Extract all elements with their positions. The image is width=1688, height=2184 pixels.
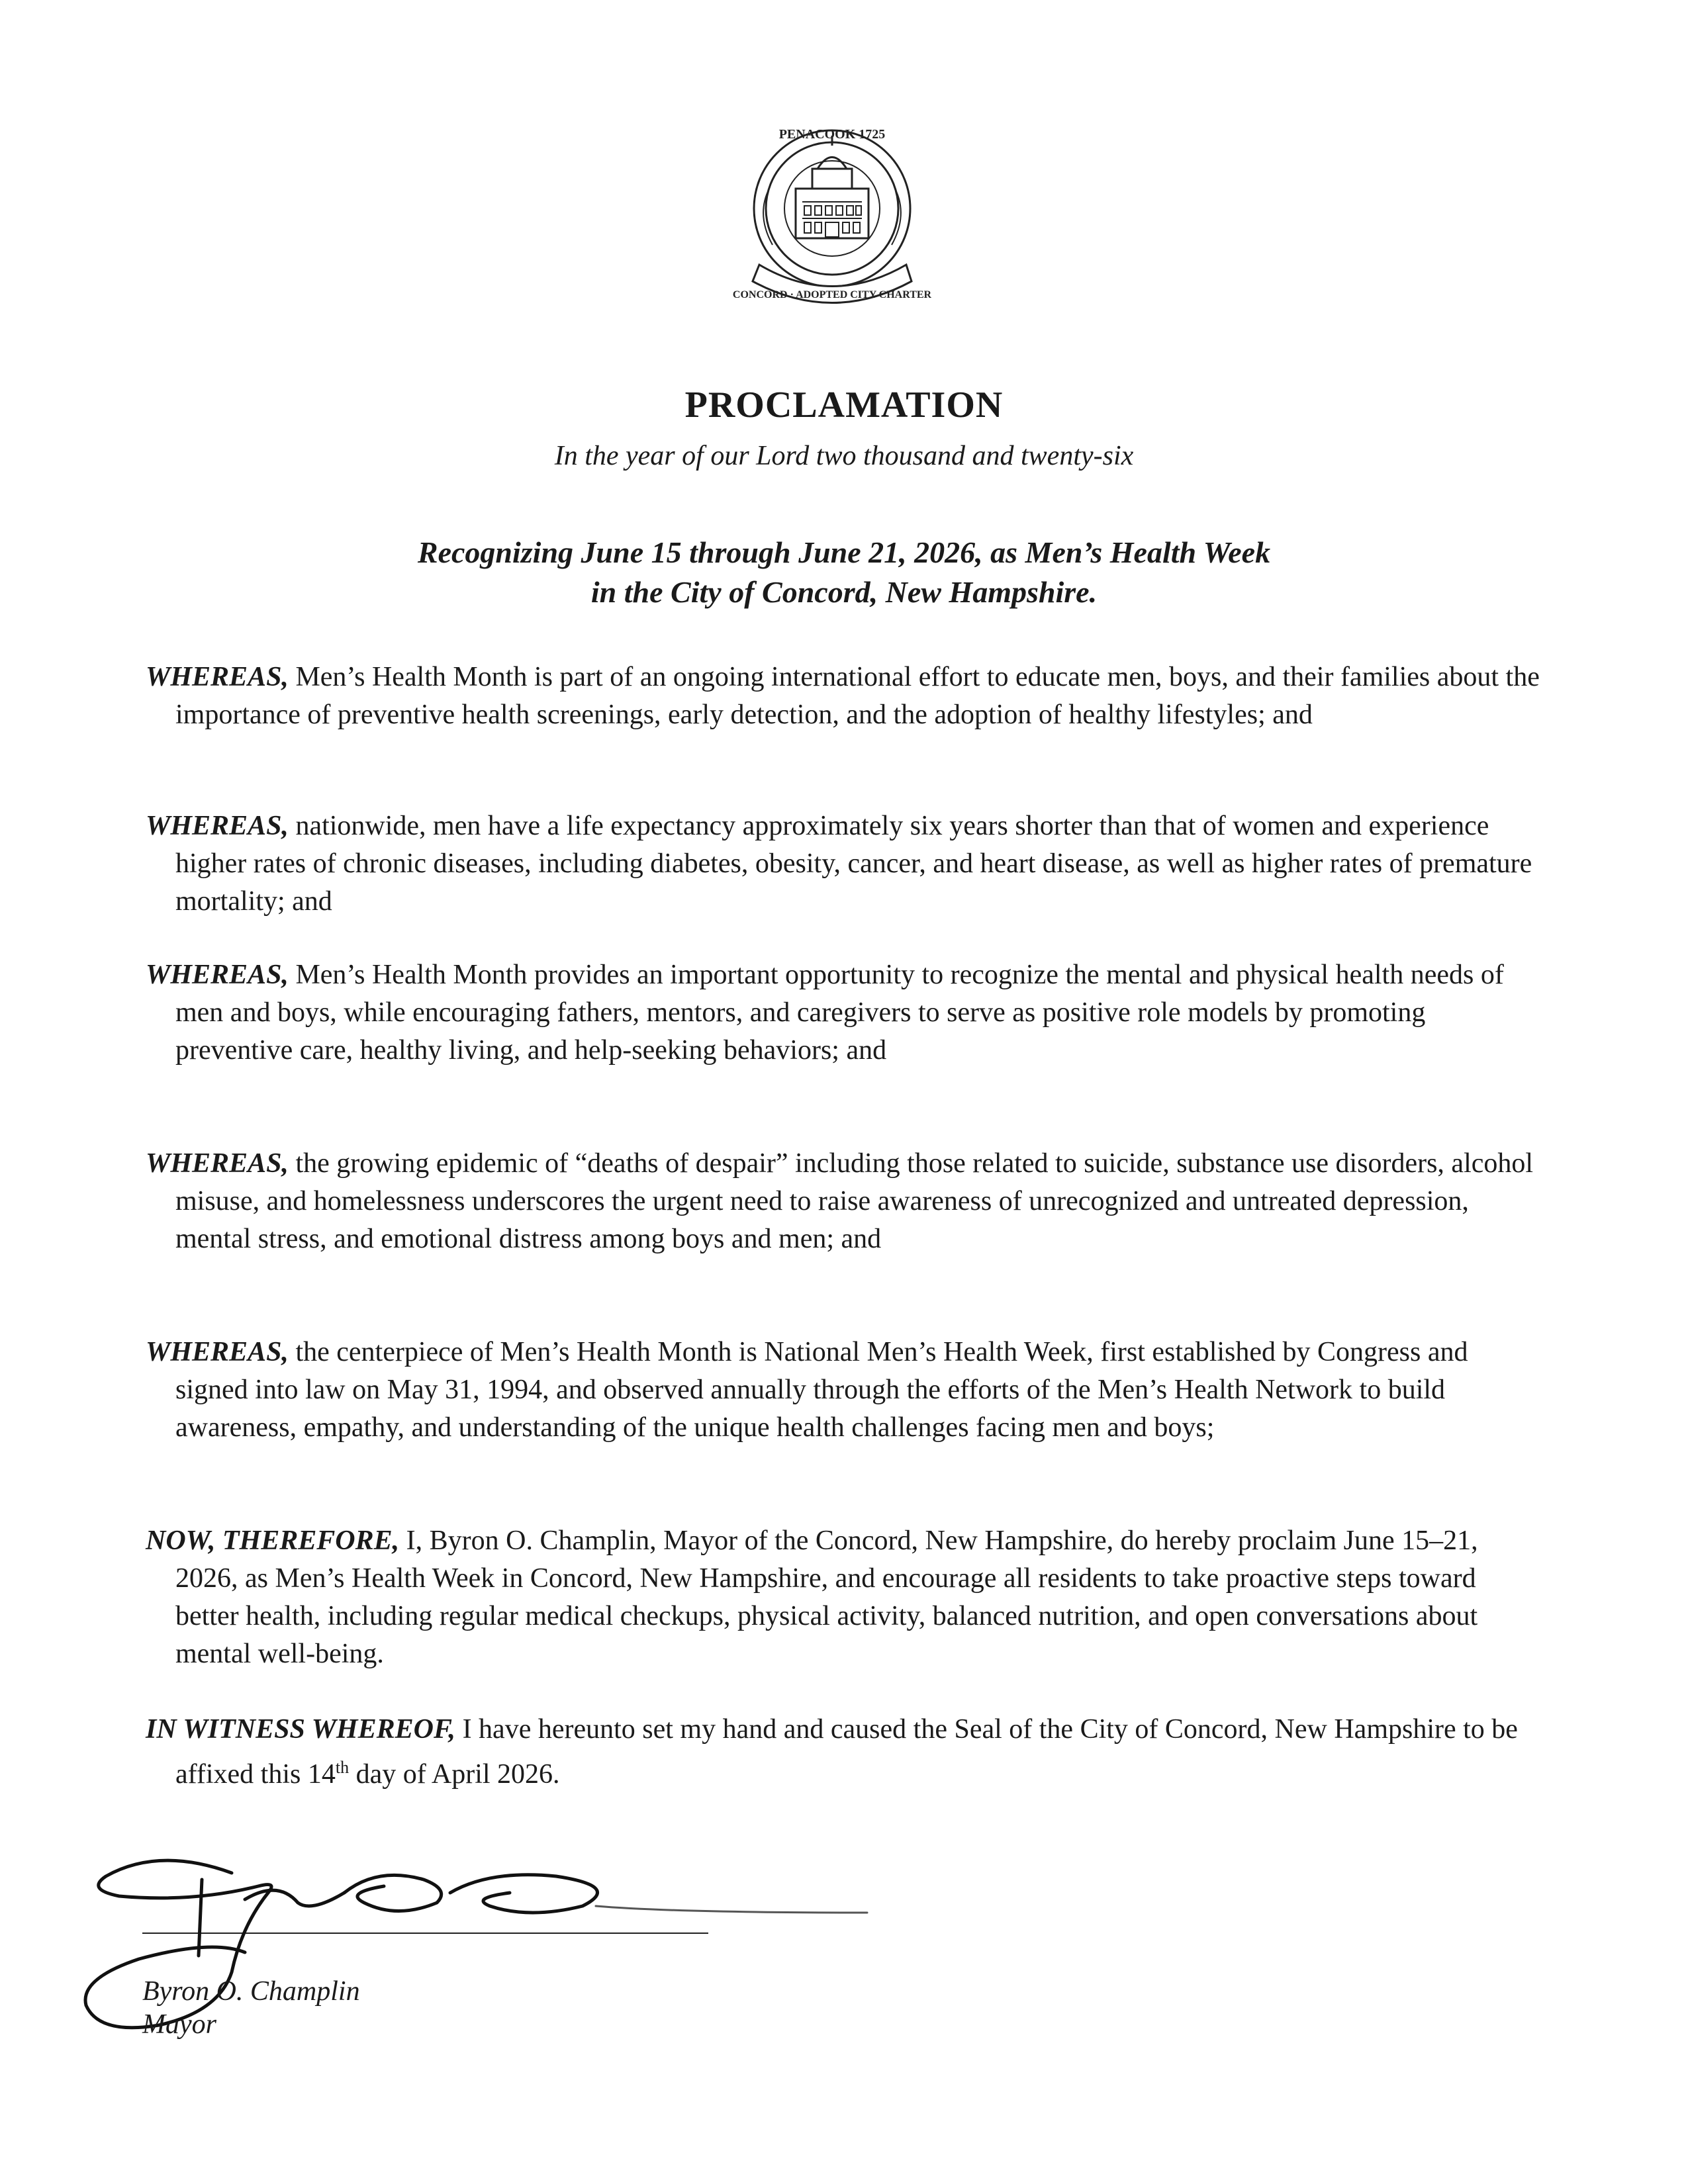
page-title: PROCLAMATION — [684, 385, 1004, 426]
paragraph-lead: NOW, THEREFORE, — [146, 1525, 400, 1556]
whereas-paragraph-1 — [146, 659, 1546, 734]
witness-paragraph — [146, 1711, 1546, 1794]
page-subtitle: In the year of our Lord two thousand and twenty-six — [554, 441, 1134, 471]
ordinal-suffix: th — [335, 1758, 350, 1777]
paragraph-text: I have hereunto set my hand and caused the Seal of the City of Concord, New Hampshire to be affixed this 14 — [175, 1714, 1518, 1790]
whereas-paragraph-4 — [146, 1145, 1546, 1258]
paragraph-lead: WHEREAS, — [146, 811, 289, 841]
paragraph-lead: WHEREAS, — [146, 1337, 289, 1367]
therefore-paragraph — [146, 1522, 1546, 1673]
paragraph-lead: WHEREAS, — [146, 662, 289, 692]
paragraph-text: I, Byron O. Champlin, Mayor of the Concord, New Hampshire, do hereby proclaim June 15–21, 2026, as Men’s Health Week in Concord, New Hampshire, and encourage all residents to take proactive steps toward better health, including regular medical checkups, physical activity, balanced nutrition, and open conversations about mental well-being. — [175, 1525, 1478, 1669]
paragraph-lead: WHEREAS, — [146, 960, 289, 990]
paragraph-lead: IN WITNESS WHEREOF, — [146, 1714, 456, 1745]
paragraph-text: Men’s Health Month provides an important opportunity to recognize the mental and physical health needs of men and boys, while encouraging fathers, mentors, and caregivers to serve as positive role models by promoting preventive care, healthy living, and help-seeking behaviors; and — [175, 960, 1504, 1066]
heading-line-1: Recognizing June 15 through June 21, 2026, as Men’s Health Week — [417, 535, 1271, 569]
paragraph-text: the centerpiece of Men’s Health Month is National Men’s Health Week, first established by Congress and signed into law on May 31, 1994, and observed annually through the efforts of the Men’s Health Network to build awareness, empathy, and understanding of the unique health challenges facing men and boys; — [175, 1337, 1468, 1443]
heading-line-2: in the City of Concord, New Hampshire. — [590, 575, 1098, 609]
whereas-paragraph-3 — [146, 956, 1546, 1069]
signer-name: Byron O. Champlin — [142, 1976, 360, 2007]
whereas-paragraph-5 — [146, 1334, 1546, 1447]
city-seal-icon — [733, 116, 931, 314]
proclamation-heading — [0, 533, 1688, 612]
paragraph-lead: WHEREAS, — [146, 1148, 289, 1179]
whereas-paragraph-2 — [146, 807, 1546, 921]
paragraph-text: the growing epidemic of “deaths of despair” including those related to suicide, substance use disorders, alcohol misuse, and homelessness underscores the urgent need to raise awareness of unrecognized and untreated depression, mental stress, and emotional distress among boys and men; and — [175, 1148, 1534, 1254]
signer-title: Mayor — [142, 2009, 216, 2040]
svg-text:CONCORD · ADOPTED CITY CHARTER: CONCORD · ADOPTED CITY CHARTER — [733, 289, 931, 300]
paragraph-text-end: day of April 2026. — [349, 1759, 560, 1790]
paragraph-text: Men’s Health Month is part of an ongoing international effort to educate men, boys, and their families about the importance of preventive health screenings, early detection, and the adoption of healthy lifestyles; and — [175, 662, 1540, 730]
paragraph-text: nationwide, men have a life expectancy approximately six years shorter than that of women and experience higher rates of chronic diseases, including diabetes, obesity, cancer, and heart disease, as well as higher rates of premature mortality; and — [175, 811, 1532, 917]
svg-text:PENACOOK 1725: PENACOOK 1725 — [778, 127, 886, 142]
